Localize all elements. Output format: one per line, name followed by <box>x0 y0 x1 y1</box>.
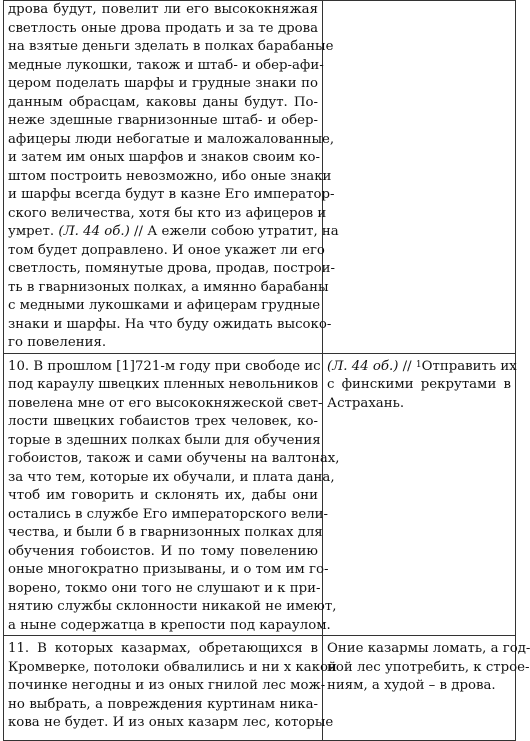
text-line: ть в гварнизоных полках, а имянно барабаны <box>8 279 329 295</box>
text-line: дрова будут, повелит ли его высококняжая <box>8 2 318 17</box>
text-line: ной лес употребить, к строе- <box>327 659 530 675</box>
text-line: за что тем, которые их обучали, и плата дана, <box>8 469 335 485</box>
text-line: кова не будет. И из оных казарм лес, которые <box>8 715 334 730</box>
right-cell <box>323 1 516 354</box>
text-fragment: // А ежели собою утратит, на <box>134 224 339 239</box>
text-line: починке негодны и из оных гнилой лес мож- <box>8 678 326 693</box>
text-line: 11. В которых казармах, обретающихся в <box>8 641 318 656</box>
left-cell <box>4 1 339 354</box>
right-cell <box>323 636 530 741</box>
text-fragment: Отправить их <box>421 358 517 374</box>
text-line: с финскими рекрутами в <box>327 377 511 392</box>
text-line <box>8 223 339 242</box>
text-line: гобоистов, також и сами обучены на валтонах, <box>8 451 340 466</box>
text-line: афицеры люди небогатые и маложалованные, <box>8 131 335 147</box>
text-line: с медными лукошками и афицерам грудные <box>8 298 321 313</box>
table-row <box>4 636 516 741</box>
text-line: светлость оные дрова продать и за те дрова <box>8 20 318 36</box>
text-line: светлость, помянутые дрова, продав, построи- <box>8 261 335 276</box>
text-line: медные лукошки, також и штаб- и обер-афи- <box>8 57 324 73</box>
text-line: повелена мне от его высококняжеской свет- <box>8 395 323 411</box>
text-line: и шарфы всегда будут в казне Его император- <box>8 187 335 202</box>
text-line: неже здешные гварнизонные штаб- и обер- <box>8 113 318 128</box>
text-line: ниям, а худой – в дрова. <box>327 678 496 693</box>
text-line: под караулу швецких пленных невольников <box>8 377 319 392</box>
text-line: ского величества, хотя бы кто из афицеров и <box>8 205 327 221</box>
text-line: том будет доправлено. И оное укажет ли его <box>8 242 325 258</box>
folio-reference: (Л. 44 об.) <box>58 224 130 239</box>
right-cell <box>323 353 516 636</box>
text-line: Кромверке, потолоки обвалились и ни х какой <box>8 659 337 675</box>
text-line: но выбрать, а повреждения куртинам никa- <box>8 696 318 712</box>
text-line: и затем им оных шарфов и знаков своим ко- <box>8 150 320 165</box>
text-line: на взятые деньги зделать в полках барабаные <box>8 39 334 54</box>
left-cell <box>4 353 340 636</box>
footnote-marker: 1 <box>415 359 422 370</box>
text-line: Оние казармы ломать, а год- <box>327 641 530 656</box>
text-line: цером поделать шарфы и грудные знаки по <box>8 76 318 91</box>
text-line: чтоб им говорить и склонять их, дабы они <box>8 488 318 503</box>
text-line <box>327 358 517 377</box>
table-row <box>4 1 516 354</box>
table-row <box>4 353 516 636</box>
text-line: остались в службе Его императорского вели- <box>8 506 328 522</box>
text-line: знаки и шарфы. На что буду ожидать высоко- <box>8 316 332 332</box>
text-line: обучения гобоистов. И по тому повелению <box>8 543 318 559</box>
text-line: нятию службы склонности никакой не имеют, <box>8 599 337 614</box>
document-table <box>3 0 530 741</box>
text-line: чества, и были б в гварнизонных полках для <box>8 525 323 540</box>
text-line: го повеления. <box>8 335 107 350</box>
folio-reference: (Л. 44 об.) <box>327 358 399 374</box>
text-line: ворено, токмо они того не слушают и к при- <box>8 580 321 596</box>
text-line: лости швецких гобаистов трех человек, ко- <box>8 414 318 429</box>
text-line: штом построить невозможно, ибо оные знаки <box>8 168 332 184</box>
left-cell <box>4 636 337 741</box>
text-line: оные многократно призываны, и о том им го- <box>8 562 329 577</box>
text-fragment: // <box>402 358 412 374</box>
text-line: а ныне содержатца в крепости под караулом. <box>8 617 331 633</box>
text-fragment: умрет. <box>8 224 55 239</box>
text-line: данным обрасцам, каковы даны будут. По- <box>8 94 318 110</box>
text-line: 10. В прошлом [1]721-м году при свободе ис <box>8 358 321 374</box>
text-line: торые в здешних полках были для обучения <box>8 432 321 448</box>
text-line: Астрахань. <box>327 395 405 411</box>
